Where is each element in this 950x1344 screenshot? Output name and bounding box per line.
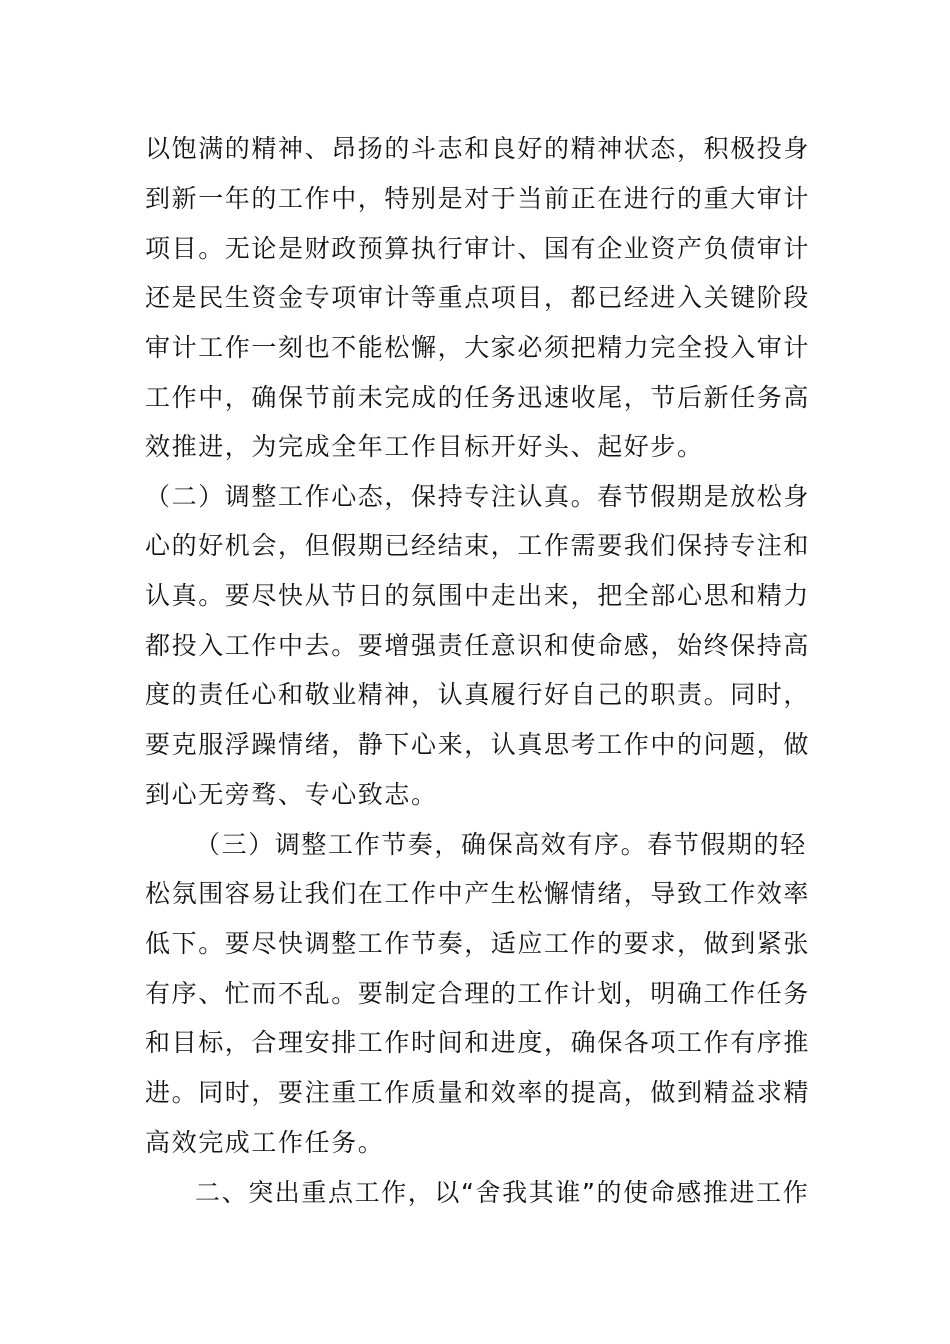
text-line: 和目标，合理安排工作时间和进度，确保各项工作有序推 [145, 1028, 810, 1057]
text-line: 都投入工作中去。要增强责任意识和使命感，始终保持高 [145, 631, 810, 660]
text-line: 度的责任心和敬业精神，认真履行好自己的职责。同时， [145, 680, 810, 709]
text-line: 进。同时，要注重工作质量和效率的提高，做到精益求精 [145, 1078, 810, 1107]
text-line: 有序、忙而不乱。要制定合理的工作计划，明确工作任务 [145, 979, 810, 1008]
text-line: 以饱满的精神、昂扬的斗志和良好的精神状态，积极投身 [145, 134, 810, 163]
text-line: 到新一年的工作中，特别是对于当前正在进行的重大审计 [145, 184, 810, 213]
text-line: 要克服浮躁情绪，静下心来，认真思考工作中的问题，做 [145, 730, 810, 759]
text-line: 效推进，为完成全年工作目标开好头、起好步。 [145, 432, 704, 461]
text-line: 心的好机会，但假期已经结束，工作需要我们保持专注和 [145, 531, 810, 560]
text-line: 低下。要尽快调整工作节奏，适应工作的要求，做到紧张 [145, 929, 810, 958]
section-heading-2: （二）调整工作心态，保持专注认真。春节假期是放松身 [145, 482, 810, 511]
chapter-heading: 二、突出重点工作，以“舍我其谁”的使命感推进工作 [195, 1178, 810, 1207]
text-line: 松氛围容易让我们在工作中产生松懈情绪，导致工作效率 [145, 879, 810, 908]
text-line: 到心无旁骛、专心致志。 [145, 780, 438, 809]
text-line: 审计工作一刻也不能松懈，大家必须把精力完全投入审计 [145, 333, 810, 362]
text-line: 还是民生资金专项审计等重点项目，都已经进入关键阶段 [145, 283, 810, 312]
text-line: 高效完成工作任务。 [145, 1128, 385, 1157]
text-line: 项目。无论是财政预算执行审计、国有企业资产负债审计 [145, 234, 810, 263]
section-heading-3: （三）调整工作节奏，确保高效有序。春节假期的轻 [195, 830, 807, 859]
text-line: 认真。要尽快从节日的氛围中走出来，把全部心思和精力 [145, 581, 810, 610]
text-line: 工作中，确保节前未完成的任务迅速收尾，节后新任务高 [145, 383, 810, 412]
